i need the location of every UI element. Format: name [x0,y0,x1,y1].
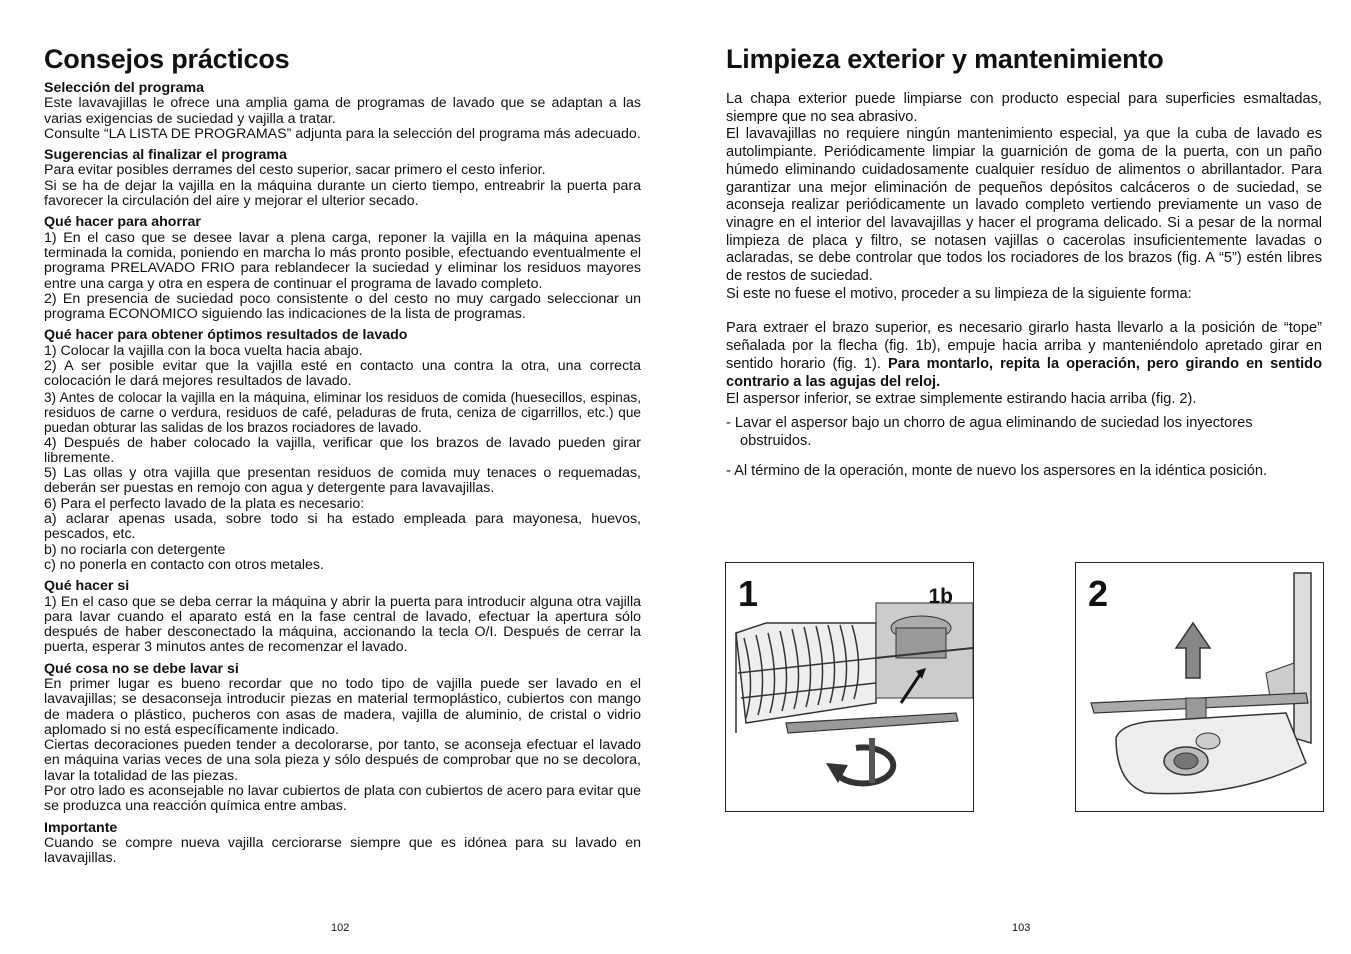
left-body [44,81,641,867]
section-paragraph: 1) Colocar la vajilla con la boca vuelta hacia abajo. [44,342,363,359]
section-paragraph: 5) Las ollas y otra vajilla que presentan residuos de comida muy tenaces o requemadas, deberán ser puestas en remojo con agua y detergente para lavavajillas. [44,465,641,497]
section-heading: Qué hacer si [44,578,130,595]
section-paragraph: 4) Después de haber colocado la vajilla, verificar que los brazos de lavado pueden girar libremente. [44,434,641,466]
paragraph-upper-arm [726,320,1322,391]
section-paragraph: b) no rociarla con detergente [44,541,226,558]
bullet-reassemble: - Al término de la operación, monte de nuevo los aspersores en la idéntica posición. [726,463,1268,480]
section-paragraph: 1) En el caso que se deba cerrar la máquina y abrir la puerta para introducir alguna otra vajilla para lavar cuando el aparato está en la fase central de lavado, efectuar la apertura sólo después de haber desconectado la máquina, accionando la tecla O/I. Después de cerrar la puerta, esperar 3 minutos antes de recomenzar el lavado. [44,593,641,656]
page-number-right: 103 [1012,922,1031,934]
section-paragraph: 2) A ser posible evitar que la vajilla esté en contacto una contra la otra, una correcta colocación le dará mejores resultados de lavado. [44,358,641,390]
section-paragraph: Consulte “LA LISTA DE PROGRAMAS” adjunta para la selección del programa más adecuado. [44,125,641,142]
figure-1b-label: 1b [928,585,953,608]
paragraph-procedure: Si este no fuese el motivo, proceder a su limpieza de la siguiente forma: [726,285,1192,302]
section-paragraph: Ciertas decoraciones pueden tender a decolorarse, por tanto, se aconseja efectuar el lavado en máquina varias veces de una sola pieza y sólo después de comprobar que no se decolora, lavar la totalidad de las piezas. [44,737,641,784]
section-heading: Selección del programa [44,80,205,96]
section-paragraph: Cuando se compre nueva vajilla cerciorarse siempre que es idónea para su lavado en lavavajillas. [44,834,641,867]
figure-1-number: 1 [738,573,759,614]
upper-arm-text: Para extraer el brazo superior, es necesario girarlo hasta llevarlo a la posición de “tope” señalada por la flecha (fig. 1b), empuje hacia arriba y manteniéndolo apretado girar en sentido horario (fig. 1). [726,320,1322,372]
figure-2 [1075,562,1324,812]
right-body [726,91,1322,481]
page-title-left: Consejos prácticos [44,44,290,74]
section-paragraph: Este lavavajillas le ofrece una amplia gama de programas de lavado que se adaptan a las varias exigencias de suciedad y vajilla a tratar. [44,95,641,127]
section-paragraph: 2) En presencia de suciedad poco consistente o del cesto no muy cargado seleccionar un programa ECONOMICO siguiendo las indicaciones de la lista de programas. [44,290,641,323]
section-paragraph: 3) Antes de colocar la vajilla en la máquina, eliminar los residuos de comida (huesecillos, espinas, residuos de carne o verdura, residuos de café, peladuras de fruta, ceniza de cigarrillos, etc.) que puedan obturar las salidas de los brazos rociadores de lavado. [44,389,641,436]
lower-arm-illustration [1076,563,1323,811]
section-heading: Qué cosa no se debe lavar si [44,660,239,677]
section-paragraph: a) aclarar apenas usada, sobre todo si ha estado empleada para mayonesa, huevos, pescados, etc. [44,511,641,543]
spacer [726,303,1322,320]
paragraph-lower-arm: El aspersor inferior, se extrae simplemente estirando hacia arriba (fig. 2). [726,391,1197,408]
section-paragraph: 6) Para el perfecto lavado de la plata es necesario: [44,495,365,512]
page-number-left: 102 [331,922,350,934]
upper-arm-bold-text: Para montarlo, repita la operación, pero girando en sentido contrario a las agujas del reloj. [726,355,1323,390]
paragraph-maintenance: El lavavajillas no requiere ningún mantenimiento especial, ya que la cuba de lavado es autolimpiante. Periódicamente limpiar la guarnición de goma de la puerta, con un paño húmedo eliminando cuidadosamente cualquier resíduo de alimentos o abrillantador. Para garantizar una mejor eliminación de pequeños depósitos calcáceros o de suciedad, se aconseja realizar periódicamente un lavado completo vertiendo previamente un vaso de vinagre en el interior del lavavajillas y hacer el programa delicado. Si a pesar de la normal limpieza de placa y filtro, se notasen vajillas o cacerolas insuficientemente lavadas o aclaradas, se debe controlar que todos los rociadores de los brazos (fig. A “5”) estén libres de restos de suciedad. [726,126,1322,285]
figure-1 [725,562,974,812]
section-paragraph: Para evitar posibles derrames del cesto superior, sacar primero el cesto inferior. [44,162,546,179]
section-heading: Qué hacer para ahorrar [44,214,201,231]
section-heading: Importante [44,819,118,836]
section-paragraph: c) no ponerla en contacto con otros metales. [44,556,324,573]
figure-2-number: 2 [1088,573,1109,614]
paragraph-exterior: La chapa exterior puede limpiarse con producto especial para superficies esmaltadas, siempre que no sea abrasivo. [726,91,1322,125]
section-paragraph: En primer lugar es bueno recordar que no todo tipo de vajilla puede ser lavado en el lavavajillas; se desaconseja introducir piezas en material termoplástico, cubiertos con mango de madera o plástico, pucheros con asas de madera, vajilla de aluminio, de cristal o vidrio aplomado si no está específicamente indicado. [44,675,641,738]
bullet-wash: - Lavar el aspersor bajo un chorro de agua eliminando de suciedad los inyectores obstruidos. [726,414,1253,449]
section-paragraph: Por otro lado es aconsejable no lavar cubiertos de plata con cubiertos de acero para evitar que se produzca una reacción química entre ambas. [44,783,641,815]
section-paragraph: Si se ha de dejar la vajilla en la máquina durante un cierto tiempo, entreabrir la puerta para favorecer la circulación del aire y mejorar el ulterior secado. [44,177,641,210]
section-heading: Qué hacer para obtener óptimos resultados de lavado [44,327,408,344]
page-title-right: Limpieza exterior y mantenimiento [726,44,1164,74]
section-paragraph: 1) En el caso que se desee lavar a plena carga, reponer la vajilla en la máquina apenas terminada la comida, poniendo en marcha lo más pronto posible, efectuando eventualmente el programa PRELAVADO FRIO para reblandecer la suciedad y eliminar los residuos mayores entre una carga y otra en espera de continuar el programa de lavado completo. [44,229,641,292]
section-heading: Sugerencias al finalizar el programa [44,147,287,164]
